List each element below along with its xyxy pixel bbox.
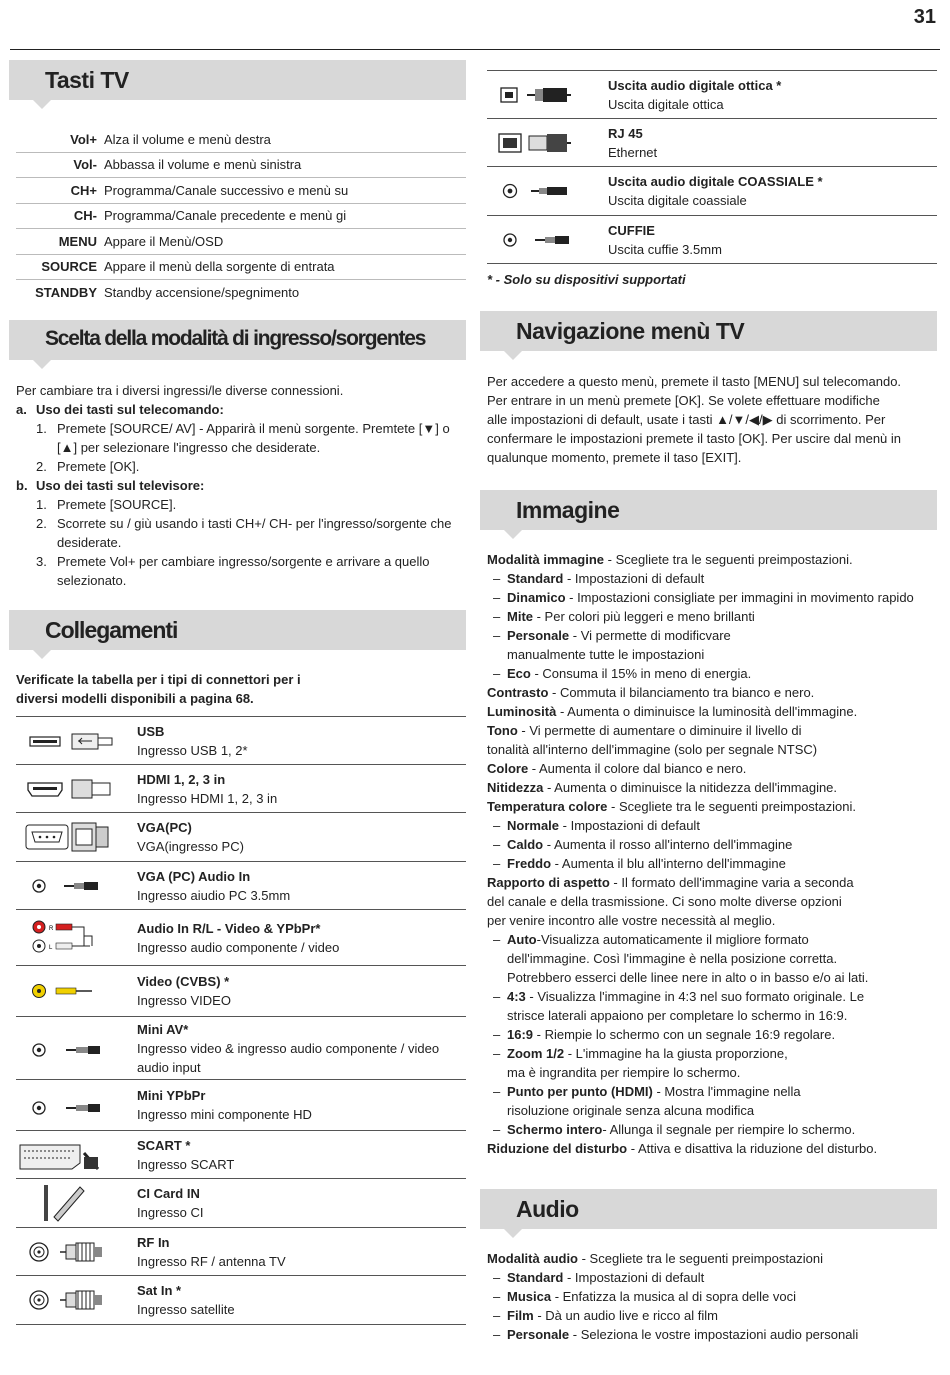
headphone-icon (487, 216, 608, 263)
table-row: HDMI 1, 2, 3 in Ingresso HDMI 1, 2, 3 in (16, 765, 466, 813)
table-row: USB Ingresso USB 1, 2* (16, 717, 466, 765)
svg-text:R: R (49, 926, 54, 932)
option-item: – Personale - Seleziona le vostre impostazioni audio personali (487, 1325, 942, 1344)
section-header-scelta (9, 320, 466, 360)
setting-item: Modalità immagine - Scegliete tra le seguenti preimpostazioni. (487, 552, 853, 567)
footnote: * - Solo su dispositivi supportati (487, 272, 686, 287)
coax-antenna-icon (16, 1276, 137, 1324)
mini-jack-icon (16, 1017, 137, 1079)
immagine-body (487, 550, 942, 1158)
connectors-table (16, 716, 466, 1325)
rca-red-white-icon (16, 910, 137, 965)
option-item: – Zoom 1/2 - L'immagine ha la giusta proporzione, ma è ingrandita per riempire lo schermo. (487, 1044, 942, 1082)
option-item: – Film - Dà un audio live e ricco al film (487, 1306, 942, 1325)
section-header-collegamenti (9, 610, 466, 650)
svg-text:L: L (49, 945, 53, 951)
table-row: CI Card IN Ingresso CI (16, 1179, 466, 1228)
setting-item: Colore - Aumenta il colore dal bianco e nero. (487, 761, 747, 776)
navigazione-body: Per accedere a questo menù, premete il tasto [MENU] sul telecomando. Per entrare in un menù premete [OK]. Se volete effettuare modifiche alle impostazioni di default, usate i tasti ▲/▼/◀/▶ di scorrimento. Per confermare le impostazioni premete il tasto [OK]. Per uscire dal menù in qualunque momento, premete il taso [EXIT]. (487, 374, 902, 465)
table-row: Uscita audio digitale COASSIALE * Uscita digitale coassiale (487, 167, 937, 216)
key-row: MENU Appare il Menù/OSD (16, 229, 466, 255)
option-item: – 16:9 - Riempie lo schermo con un segnale 16:9 regolare. (487, 1025, 942, 1044)
section-header-audio (480, 1189, 937, 1229)
key-row: Vol+ Alza il volume e menù destra (16, 127, 466, 153)
top-rule (10, 49, 940, 50)
option-item: – Auto-Visualizza automaticamente il migliore formato dell'immagine. Così l'immagine è nella posizione corretta. Potrebbero esserci delle linee nere in alto o in basso e/o ai lati. (487, 930, 942, 987)
option-item: – Standard - Impostazioni di default (487, 569, 942, 588)
section-title: Navigazione menù TV (516, 318, 745, 344)
table-row: Mini YPbPr Ingresso mini componente HD (16, 1080, 466, 1131)
setting-item: Nitidezza - Aumenta o diminuisce la nitidezza dell'immagine. (487, 780, 838, 795)
table-row: RF In Ingresso RF / antenna TV (16, 1228, 466, 1276)
setting-item: Contrasto - Commuta il bilanciamento tra bianco e nero. (487, 685, 815, 700)
option-item: – Punto per punto (HDMI) - Mostra l'immagine nella risoluzione originale senza alcuna modifica (487, 1082, 942, 1120)
vga-icon (16, 813, 137, 861)
page-number: 31 (913, 6, 936, 28)
keys-table (16, 127, 466, 305)
option-item: – 4:3 - Visualizza l'immagine in 4:3 nel suo formato originale. Le strisce laterali appaiono per completare lo schermo in 16:9. (487, 987, 942, 1025)
rj45-icon (487, 119, 608, 166)
list-item: 2. Premete [OK]. (36, 459, 140, 474)
rca-yellow-icon (16, 966, 137, 1016)
setting-item: Riduzione del disturbo - Attiva e disattiva la riduzione del disturbo. (487, 1141, 878, 1156)
section-header-immagine (480, 490, 937, 530)
setting-item: Temperatura colore - Scegliete tra le seguenti preimpostazioni. (487, 799, 856, 814)
section-title: Audio (516, 1196, 579, 1222)
table-row: Uscita audio digitale ottica * Uscita digitale ottica (487, 71, 937, 119)
table-row: CUFFIE Uscita cuffie 3.5mm (487, 216, 937, 264)
table-row: VGA(PC) VGA(ingresso PC) (16, 813, 466, 862)
option-item: – Freddo - Aumenta il blu all'interno dell'immagine (487, 854, 942, 873)
setting-item: Modalità audio - Scegliete tra le seguenti preimpostazioni (487, 1251, 823, 1266)
table-row: Video (CVBS) * Ingresso VIDEO (16, 966, 466, 1017)
coaxial-icon (487, 167, 608, 215)
coax-antenna-icon (16, 1228, 137, 1275)
key-row: STANDBY Standby accensione/spegnimento (35, 284, 300, 300)
section-title: Immagine (516, 497, 620, 523)
usb-icon (16, 717, 137, 764)
setting-item: Tono - Vi permette di aumentare o diminuire il livello di tonalità all'interno dell'immagine (solo per segnale NTSC) (487, 723, 818, 757)
setting-item: Luminosità - Aumenta o diminuisce la luminosità dell'immagine. (487, 704, 858, 719)
collegamenti-note: Verificate la tabella per i tipi di connettori per i diversi modelli disponibili a pagina 68. (16, 672, 301, 706)
key-row: CH+ Programma/Canale successivo e menù su (16, 178, 466, 204)
option-item: – Standard - Impostazioni di default (487, 1268, 942, 1287)
key-row: SOURCE Appare il menù della sorgente di entrata (16, 255, 466, 281)
setting-item: Rapporto di aspetto - Il formato dell'immagine varia a seconda del canale e della trasmissione. Ci sono molte diverse opzioni per venire incontro alle vostre necessità al meglio. (487, 875, 854, 928)
audio-jack-icon (16, 862, 137, 909)
option-item: – Caldo - Aumenta il rosso all'interno dell'immagine (487, 835, 942, 854)
list-item: 1. Premete [SOURCE/ AV] - Apparirà il menù sorgente. Premtete [▼] o [▲] per selezionare l'ingresso che desiderate. (36, 421, 450, 455)
hdmi-icon (16, 765, 137, 812)
scelta-body: Per cambiare tra i diversi ingressi/le diverse connessioni. a. Uso dei tasti sul telecomando: 1. Premete [SOURCE/ AV] - Apparirà il menù sorgente. Premtete [▼] o [▲] per selezionare l'ingresso che desiderate. 2. Premete [OK]. b. Uso dei tasti sul televisore: 1. Premete [SOURCE]. 2. Scorrete su / giù usando i tasti CH+/ CH- per l'ingresso/sorgente che desiderate. 3. Premete Vol+ per cambiare ingresso/sorgente e arrivare a quello selezionato. (16, 381, 468, 590)
option-item: – Dinamico - Impostazioni consigliate per immagini in movimento rapido (487, 588, 942, 607)
section-title: Collegamenti (45, 617, 178, 643)
list-item: 1. Premete [SOURCE]. (36, 497, 177, 512)
option-item: – Eco - Consuma il 15% in meno di energia. (487, 664, 942, 683)
section-title: Tasti TV (45, 67, 129, 93)
audio-body (487, 1249, 942, 1344)
output-connectors-table (487, 70, 937, 264)
option-item: – Schermo intero- Allunga il segnale per riempire lo schermo. (487, 1120, 942, 1139)
ci-card-icon (16, 1179, 137, 1227)
key-row: Vol- Abbassa il volume e menù sinistra (16, 153, 466, 179)
option-item: – Mite - Per colori più leggeri e meno brillanti (487, 607, 942, 626)
option-item: – Normale - Impostazioni di default (487, 816, 942, 835)
table-row: VGA (PC) Audio In Ingresso aiudio PC 3.5mm (16, 862, 466, 910)
section-header-navigazione (480, 311, 937, 351)
mini-jack-icon (16, 1080, 137, 1130)
table-row: R L Audio In R/L - Video & YPbPr* Ingresso audio componente / video (16, 910, 466, 966)
key-row: CH- Programma/Canale precedente e menù gi (16, 204, 466, 230)
table-row: RJ 45 Ethernet (487, 119, 937, 167)
table-row: SCART * Ingresso SCART (16, 1131, 466, 1179)
scart-icon (16, 1131, 137, 1178)
optical-icon (487, 71, 608, 118)
option-item: – Musica - Enfatizza la musica al di sopra delle voci (487, 1287, 942, 1306)
section-title: Scelta della modalità di ingresso/sorgentes (45, 327, 426, 350)
option-item: – Personale - Vi permette di modificvare manualmente tutte le impostazioni (487, 626, 942, 664)
section-header-tasti (9, 60, 466, 100)
table-row: Mini AV* Ingresso video & ingresso audio componente / video audio input (16, 1017, 466, 1080)
list-item: 3. Premete Vol+ per cambiare ingresso/sorgente e arrivare a quello selezionato. (36, 554, 430, 588)
list-item: 2. Scorrete su / giù usando i tasti CH+/ CH- per l'ingresso/sorgente che desiderate. (36, 516, 452, 550)
table-row: Sat In * Ingresso satellite (16, 1276, 466, 1325)
